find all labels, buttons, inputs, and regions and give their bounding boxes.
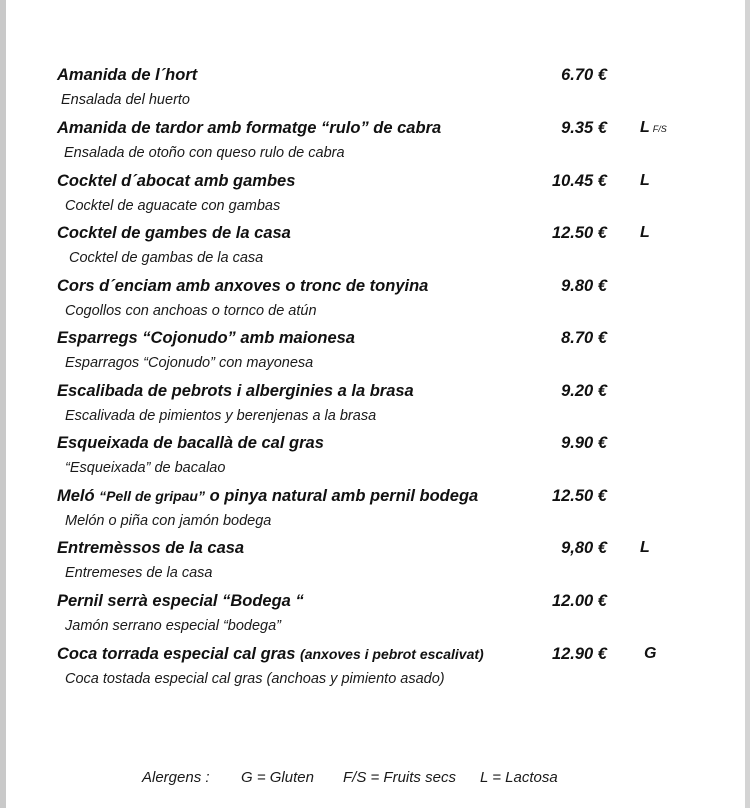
dish-name: Cocktel d´abocat amb gambes — [57, 172, 296, 190]
dish-description: Ensalada del huerto — [61, 92, 190, 108]
allergen-extra: F/S — [652, 124, 667, 134]
dish-name: Pernil serrà especial “Bodega “ — [57, 592, 304, 610]
dish-price: 10.45 € — [551, 172, 607, 190]
legend-lactose: L = Lactosa — [480, 769, 558, 786]
dish-name-detail: (anxoves i pebrot escalivat) — [300, 646, 484, 662]
dish-description: Jamón serrano especial “bodega” — [65, 618, 282, 634]
legend-label: Alergens : — [142, 769, 210, 786]
menu-item — [6, 592, 745, 644]
menu-item — [6, 329, 745, 381]
dish-price: 9.80 € — [561, 277, 607, 295]
menu-item — [6, 434, 745, 486]
page-edge-right — [745, 0, 750, 808]
dish-name: Cors d´enciam amb anxoves o tronc de tonyina — [57, 277, 429, 295]
dish-price: 6.70 € — [561, 66, 607, 84]
dish-name-nickname: “Pell de gripau” — [99, 488, 205, 504]
dish-price: 12.50 € — [551, 487, 607, 505]
dish-name: Cocktel de gambes de la casa — [57, 224, 291, 242]
allergen-code: L F/S — [640, 119, 667, 136]
dish-description: Cocktel de gambas de la casa — [69, 250, 264, 266]
menu-item — [6, 172, 745, 224]
dish-description: Entremeses de la casa — [65, 565, 213, 581]
dish-price: 9,80 € — [561, 539, 607, 557]
legend-nuts: F/S = Fruits secs — [343, 769, 456, 786]
dish-description: Coca tostada especial cal gras (anchoas y pimiento asado) — [65, 671, 445, 687]
dish-description: Escalivada de pimientos y berenjenas a la brasa — [65, 408, 377, 424]
dish-description: Melón o piña con jamón bodega — [65, 513, 272, 529]
dish-price: 9.90 € — [561, 434, 607, 452]
legend-gluten: G = Gluten — [241, 769, 314, 786]
dish-price: 9.20 € — [561, 382, 607, 400]
dish-name: Meló “Pell de gripau” o pinya natural amb pernil bodega — [57, 487, 479, 505]
allergen-code: G — [644, 645, 657, 662]
menu-item — [6, 224, 745, 276]
dish-name: Esparregs “Cojonudo” amb maionesa — [57, 329, 355, 347]
menu-item — [6, 539, 745, 591]
dish-name: Amanida de l´hort — [57, 66, 198, 84]
dish-name: Coca torrada especial cal gras (anxoves i pebrot escalivat) — [57, 645, 484, 663]
allergen-code: L — [640, 172, 650, 189]
dish-description: Ensalada de otoño con queso rulo de cabra — [64, 145, 345, 161]
allergen-code: L — [640, 539, 650, 556]
dish-price: 8.70 € — [561, 329, 607, 347]
menu-item — [6, 382, 745, 434]
dish-description: “Esqueixada” de bacalao — [65, 460, 226, 476]
dish-price: 12.50 € — [551, 224, 607, 242]
dish-name: Entremèssos de la casa — [57, 539, 245, 557]
dish-name: Escalibada de pebrots i alberginies a la brasa — [57, 382, 414, 400]
menu-item — [6, 645, 745, 697]
dish-price: 12.00 € — [551, 592, 607, 610]
menu-item — [6, 66, 745, 118]
allergen-code: L — [640, 224, 650, 241]
dish-description: Cogollos con anchoas o tornco de atún — [65, 303, 317, 319]
menu-item — [6, 277, 745, 329]
menu-page — [6, 0, 745, 808]
dish-price: 12.90 € — [551, 645, 607, 663]
menu-item — [6, 487, 745, 539]
dish-name: Amanida de tardor amb formatge “rulo” de cabra — [57, 119, 442, 137]
dish-description: Cocktel de aguacate con gambas — [65, 198, 281, 214]
dish-price: 9.35 € — [561, 119, 607, 137]
dish-description: Esparragos “Cojonudo” con mayonesa — [65, 355, 314, 371]
dish-name: Esqueixada de bacallà de cal gras — [57, 434, 324, 452]
menu-item — [6, 119, 745, 171]
